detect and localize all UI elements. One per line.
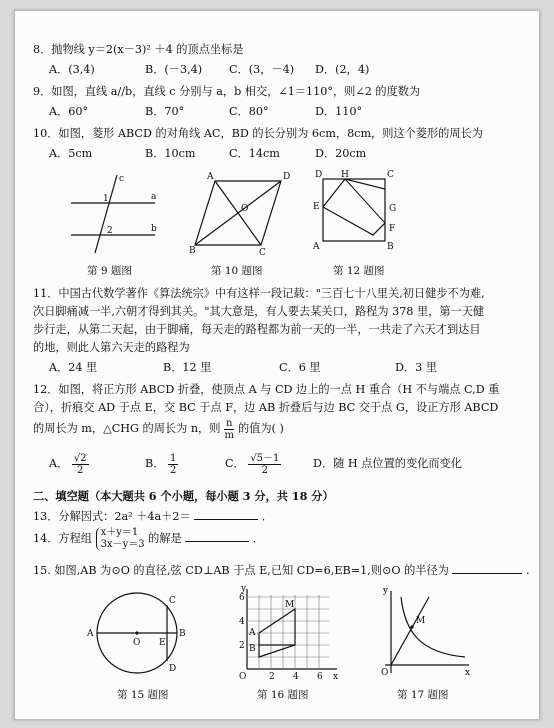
fig10-caption: 第 10 题图 [211,265,263,277]
fig12-label-h: H [341,170,349,180]
q15-tail: . [525,564,530,577]
fig12-label-e: E [313,202,320,212]
q12-option-a-num: √2 [73,452,87,464]
fig17-caption: 第 17 题图 [397,689,449,701]
exam-sheet [14,10,540,720]
q12-frac-numerator: n [225,417,233,429]
q11-line-3: 步行走，从第二天起，由于脚痛，每天走的路程都为前一天的一半，一共走了六天才到达目 [33,323,481,336]
fig16-tick-x-4: 4 [293,672,299,682]
q11-line-4: 的地，则此人第六天走的路程为 [33,341,190,354]
q12-option-c-num: √5－1 [250,452,280,464]
figure-17 [369,587,473,679]
fig9-label-c: c [119,174,125,184]
fig10-label-a: A [207,172,214,182]
fig15-label-e: E [159,638,166,648]
fig15-label-b: B [179,629,186,639]
fig12-label-d: D [315,170,323,180]
fig17-label-x: x [465,668,471,678]
q15 [33,563,530,578]
q11-line-2: 次日脚痛减一半,六朝才得到其关。"其大意是，有人要去某关口，路程为 378 里，第一天健 [33,305,485,318]
q10-stem: 10．如图，菱形 ABCD 的对角线 AC，BD 的长分别为 6cm，8cm，则这个菱形的周长为 [33,127,483,140]
q9-option-a: A．60° [49,105,89,118]
fig12-label-f: F [389,224,396,234]
fig16-tick-y-6: 6 [239,593,245,603]
q14-eq-2: 3x－y＝3 [100,539,145,550]
fig12-label-g: G [389,204,397,214]
q12-fraction-n-over-m [224,418,234,441]
q15-answer-blank[interactable] [452,563,522,574]
q12-option-c [225,451,281,477]
q11-line-1: 11．中国古代数学著作《算法统宗》中有这样一段记载："三百七十八里关,初日健步不为难, [33,287,485,300]
q12-option-a [49,451,89,477]
fig10-label-d: D [283,172,291,182]
q14-pre: 14．方程组 [33,532,92,545]
figure-12 [313,170,403,257]
fig16-label-o: O [239,672,247,682]
q12-frac-denominator: m [224,429,234,441]
fig15-label-a: A [87,629,94,639]
fig15-label-d: D [169,664,177,674]
q13 [33,509,273,524]
q11-option-d: D．3 里 [395,361,438,374]
fig9-angle-1: 1 [103,194,109,204]
q12-option-b [145,451,178,477]
q12-option-d: D．随 H 点位置的变化而变化 [313,457,462,470]
q14-answer-blank[interactable] [185,531,249,542]
figure-10 [189,171,295,258]
q9-option-c: C．80° [229,105,269,118]
fig12-label-a: A [313,242,320,252]
q8-option-b: B．(－3,4) [145,63,203,76]
q13-stem: 13．分解因式：2a² ＋4a＋2＝ [33,510,191,523]
q9-stem: 9．如图，直线 a//b，直线 c 分别与 a，b 相交，∠1＝110°，则∠2 的度数为 [33,85,421,98]
fig16-label-a: A [249,628,256,638]
q13-tail: ． [261,510,273,523]
q14 [33,525,264,553]
q12-option-b-label: B． [145,457,165,470]
fig15-label-c: C [169,596,176,606]
fig16-label-m: M [285,600,295,610]
q14-equation-system [96,527,145,551]
q11-option-a: A．24 里 [49,361,98,374]
fig9-caption: 第 9 题图 [87,265,132,277]
q12-option-c-den: 2 [261,464,269,476]
q15-stem: 15. 如图,AB 为⊙O 的直径,弦 CD⊥AB 于点 E,已知 CD=6,EB=1,则⊙O 的半径为 [33,564,449,577]
q12-option-c-label: C． [225,457,245,470]
fig15-label-o: O [133,638,141,648]
q12-line-2: 合），折痕交 AD 于点 E，交 BC 于点 F，边 AB 折叠后与边 BC 交于点 G，设正方形 ABCD [33,401,499,414]
q8-option-d: D．(2，4) [315,63,370,76]
fig10-label-o: O [241,204,249,214]
q8-option-c: C．(3，－4) [229,63,295,76]
q8-stem: 8．抛物线 y＝2(x－3)² ＋4 的顶点坐标是 [33,43,244,56]
figure-15 [89,589,193,679]
fig16-tick-x-6: 6 [317,672,323,682]
fig16-caption: 第 16 题图 [257,689,309,701]
q10-option-d: D．20cm [315,147,367,160]
q11-option-b: B．12 里 [163,361,212,374]
fig12-label-b: B [387,242,394,252]
q9-option-d: D．110° [315,105,363,118]
figure-16 [229,585,341,681]
fig16-tick-y-4: 4 [239,617,245,627]
fig12-caption: 第 12 题图 [333,265,385,277]
q12-option-b-num: 1 [169,452,177,464]
q12-line-1: 12．如图，将正方形 ABCD 折叠，使顶点 A 与 CD 边上的一点 H 重合（H 不与端点 C,D 重 [33,383,500,396]
fig15-caption: 第 15 题图 [117,689,169,701]
q12-line-3 [33,417,284,441]
fig16-label-x: x [333,672,339,682]
q11-option-c: C．6 里 [279,361,321,374]
fig16-label-y: y [241,584,247,594]
fig17-label-o: O [381,668,389,678]
q12-line-3-post: 的值为( ) [237,422,284,435]
figure-9 [69,173,159,253]
q13-answer-blank[interactable] [194,509,258,520]
q12-option-b-den: 2 [169,464,177,476]
q12-option-a-den: 2 [77,464,84,476]
q8-option-a: A．(3,4) [49,63,95,76]
fig9-label-b: b [151,224,157,234]
q10-option-c: C．14cm [229,147,280,160]
fig16-tick-x-2: 2 [269,672,275,682]
q12-option-a-label: A． [49,457,69,470]
fig17-label-y: y [383,586,389,596]
q10-option-a: A．5cm [49,147,93,160]
q10-option-b: B．10cm [145,147,196,160]
fig16-label-b: B [249,644,256,654]
q14-tail: ． [252,532,265,545]
q14-post: 的解是 [148,532,182,545]
fig10-label-c: C [259,248,266,258]
fig9-label-a: a [151,192,157,202]
fig16-tick-y-2: 2 [239,641,245,651]
fig10-label-b: B [189,246,196,256]
section-2-heading: 二、填空题（本大题共 6 个小题，每小题 3 分，共 18 分） [33,489,334,503]
fig12-label-c: C [387,170,394,180]
q14-eq-1: x＋y＝1 [100,527,139,538]
fig17-label-m: M [416,616,426,626]
fig9-angle-2: 2 [107,226,113,236]
q12-line-3-pre: 的周长为 m，△CHG 的周长为 n，则 [33,422,221,435]
q9-option-b: B．70° [145,105,185,118]
